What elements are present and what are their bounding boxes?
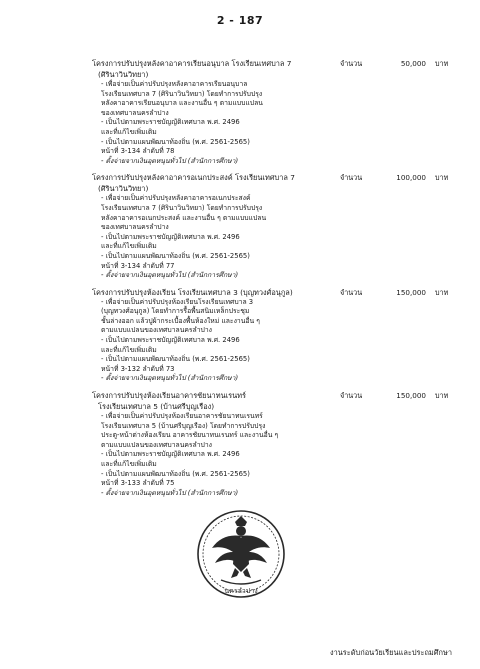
currency-label: บาท bbox=[435, 173, 449, 183]
description-line: - เป็นไปตามพระราชบัญญัติเทศบาล พ.ศ. 2496 bbox=[101, 450, 240, 459]
page-number: 2 - 187 bbox=[216, 14, 264, 27]
unit-label: จำนวน bbox=[340, 287, 363, 297]
description-line: หลังคาอาคารเรียนอนุบาล และงานอื่น ๆ ตามแบบแปลน bbox=[101, 99, 263, 108]
description-line: โรงเรียนเทศบาล 7 (ศิรินาวินวิทยา) โดยทำการปรับปรุง bbox=[101, 203, 263, 212]
budget-item-list bbox=[92, 58, 462, 504]
description-line: และที่แก้ไขเพิ่มเติม bbox=[101, 127, 157, 136]
description-line: ประตู-หน้าต่างห้องเรียน อาคารชัยนาทนเรนทร์ และงานอื่น ๆ bbox=[101, 431, 279, 440]
description-line: - เป็นไปตามพระราชบัญญัติเทศบาล พ.ศ. 2496 bbox=[101, 118, 240, 127]
description-line: - เพื่อจ่ายเป็นค่าปรับปรุงห้องเรียนโรงเรียนเทศบาล 3 bbox=[101, 297, 254, 306]
amount-value: 100,000 bbox=[396, 173, 426, 183]
description-line: - เป็นไปตามแผนพัฒนาท้องถิ่น (พ.ศ. 2561-2565) bbox=[101, 251, 250, 260]
item-subtitle: (ศิรินาวินวิทยา) bbox=[98, 70, 149, 79]
item-description bbox=[92, 80, 338, 166]
description-line: - เป็นไปตามแผนพัฒนาท้องถิ่น (พ.ศ. 2561-2565) bbox=[101, 355, 250, 364]
description-line: - เพื่อจ่ายเป็นค่าปรับปรุงห้องเรียนอาคารชัยนาทนเรนทร์ bbox=[101, 412, 263, 421]
item-title-text: โครงการปรับปรุงหลังคาอาคารเรียนอนุบาล โรงเรียนเทศบาล 7 bbox=[92, 59, 292, 68]
funding-source-line: - ตั้งจ่ายจากเงินอุดหนุนทั่วไป (สำนักการศึกษา) bbox=[101, 156, 239, 165]
unit-label: จำนวน bbox=[340, 173, 363, 183]
funding-source-line: - ตั้งจ่ายจากเงินอุดหนุนทั่วไป (สำนักการศึกษา) bbox=[101, 374, 239, 383]
unit-label: จำนวน bbox=[340, 391, 363, 401]
item-subtitle: (ศิรินาวินวิทยา) bbox=[98, 184, 149, 194]
budget-item bbox=[92, 287, 462, 384]
description-line: และที่แก้ไขเพิ่มเติม bbox=[101, 242, 157, 251]
description-line: หลังคาอาคารอเนกประสงค์ และงานอื่น ๆ ตามแบบแปลน bbox=[101, 213, 267, 222]
description-line: ชั้นล่างออก แล้วปูผ้ากระเบื้องพื้นห้องใหม่ และงานอื่น ๆ bbox=[101, 316, 260, 325]
item-title-text: โครงการปรับปรุงห้องเรียนอาคารชัยนาทนเรนทร์ bbox=[92, 391, 247, 401]
amount-value: 150,000 bbox=[396, 391, 426, 401]
item-title-text: โครงการปรับปรุงหลังคาอาคารอเนกประสงค์ โรงเรียนเทศบาล 7 bbox=[92, 173, 295, 183]
description-line: - เพื่อจ่ายเป็นค่าปรับปรุงหลังคาอาคารอเนกประสงค์ bbox=[101, 194, 251, 203]
footer-text: งานระดับก่อนวัยเรียนและประถมศึกษา bbox=[330, 648, 452, 657]
unit-label: จำนวน bbox=[340, 59, 363, 68]
amount-value: 150,000 bbox=[396, 287, 426, 297]
item-description bbox=[92, 298, 338, 384]
description-line: โรงเรียนเทศบาล 7 (ศิรินาวินวิทยา) โดยทำการปรับปรุง bbox=[101, 89, 263, 98]
item-title bbox=[92, 58, 338, 80]
description-line: - เป็นไปตามพระราชบัญญัติเทศบาล พ.ศ. 2496 bbox=[101, 336, 240, 345]
item-title bbox=[92, 287, 338, 298]
item-title bbox=[92, 390, 338, 412]
description-line: - เพื่อจ่ายเป็นค่าปรับปรุงหลังคาอาคารเรียนอนุบาล bbox=[101, 80, 248, 88]
currency-label: บาท bbox=[435, 59, 449, 68]
budget-item bbox=[92, 390, 462, 498]
description-line: - เป็นไปตามแผนพัฒนาท้องถิ่น (พ.ศ. 2561-2565) bbox=[101, 137, 250, 146]
item-description bbox=[92, 194, 338, 280]
item-description bbox=[92, 412, 338, 498]
description-line: ของเทศบาลนครลำปาง bbox=[101, 223, 169, 232]
description-line: หน้าที่ 3-134 ลำดับที่ 77 bbox=[101, 261, 175, 270]
description-line: หน้าที่ 3-132 ลำดับที่ 73 bbox=[101, 364, 175, 373]
seal-label: นครลำปาง bbox=[224, 587, 258, 595]
item-subtitle: โรงเรียนเทศบาล 5 (บ้านศรีบุญเรือง) bbox=[98, 402, 215, 412]
currency-label: บาท bbox=[435, 287, 449, 297]
description-line: - เป็นไปตามแผนพัฒนาท้องถิ่น (พ.ศ. 2561-2565) bbox=[101, 469, 250, 478]
budget-item bbox=[92, 172, 462, 280]
budget-item bbox=[92, 58, 462, 166]
item-title-text: โครงการปรับปรุงห้องเรียน โรงเรียนเทศบาล 3 (บุญทวงศ์อนุกูล) bbox=[92, 287, 293, 297]
description-line: หน้าที่ 3-134 ลำดับที่ 78 bbox=[101, 147, 175, 156]
description-line: (บุญทวงศ์อนุกูล) โดยทำการรื้อพื้นสนิมเหล็กประชุม bbox=[101, 307, 250, 316]
description-line: หน้าที่ 3-133 ลำดับที่ 75 bbox=[101, 479, 175, 488]
description-line: ตามแบบแปลนของเทศบาลนครลำปาง bbox=[101, 440, 212, 449]
description-line: และที่แก้ไขเพิ่มเติม bbox=[101, 345, 157, 354]
currency-label: บาท bbox=[435, 391, 449, 401]
description-line: ของเทศบาลนครลำปาง bbox=[101, 108, 169, 117]
funding-source-line: - ตั้งจ่ายจากเงินอุดหนุนทั่วไป (สำนักการศึกษา) bbox=[101, 271, 239, 280]
funding-source-line: - ตั้งจ่ายจากเงินอุดหนุนทั่วไป (สำนักการศึกษา) bbox=[101, 488, 239, 497]
item-title bbox=[92, 172, 338, 194]
description-line: และที่แก้ไขเพิ่มเติม bbox=[101, 460, 157, 468]
description-line: ตามแบบแปลนของเทศบาลนครลำปาง bbox=[101, 326, 212, 335]
garuda-seal-icon bbox=[195, 508, 287, 600]
description-line: - เป็นไปตามพระราชบัญญัติเทศบาล พ.ศ. 2496 bbox=[101, 232, 240, 241]
amount-value: 50,000 bbox=[400, 59, 426, 68]
description-line: โรงเรียนเทศบาล 5 (บ้านศรีบุญเรือง) โดยทำการปรับปรุง bbox=[101, 421, 266, 430]
